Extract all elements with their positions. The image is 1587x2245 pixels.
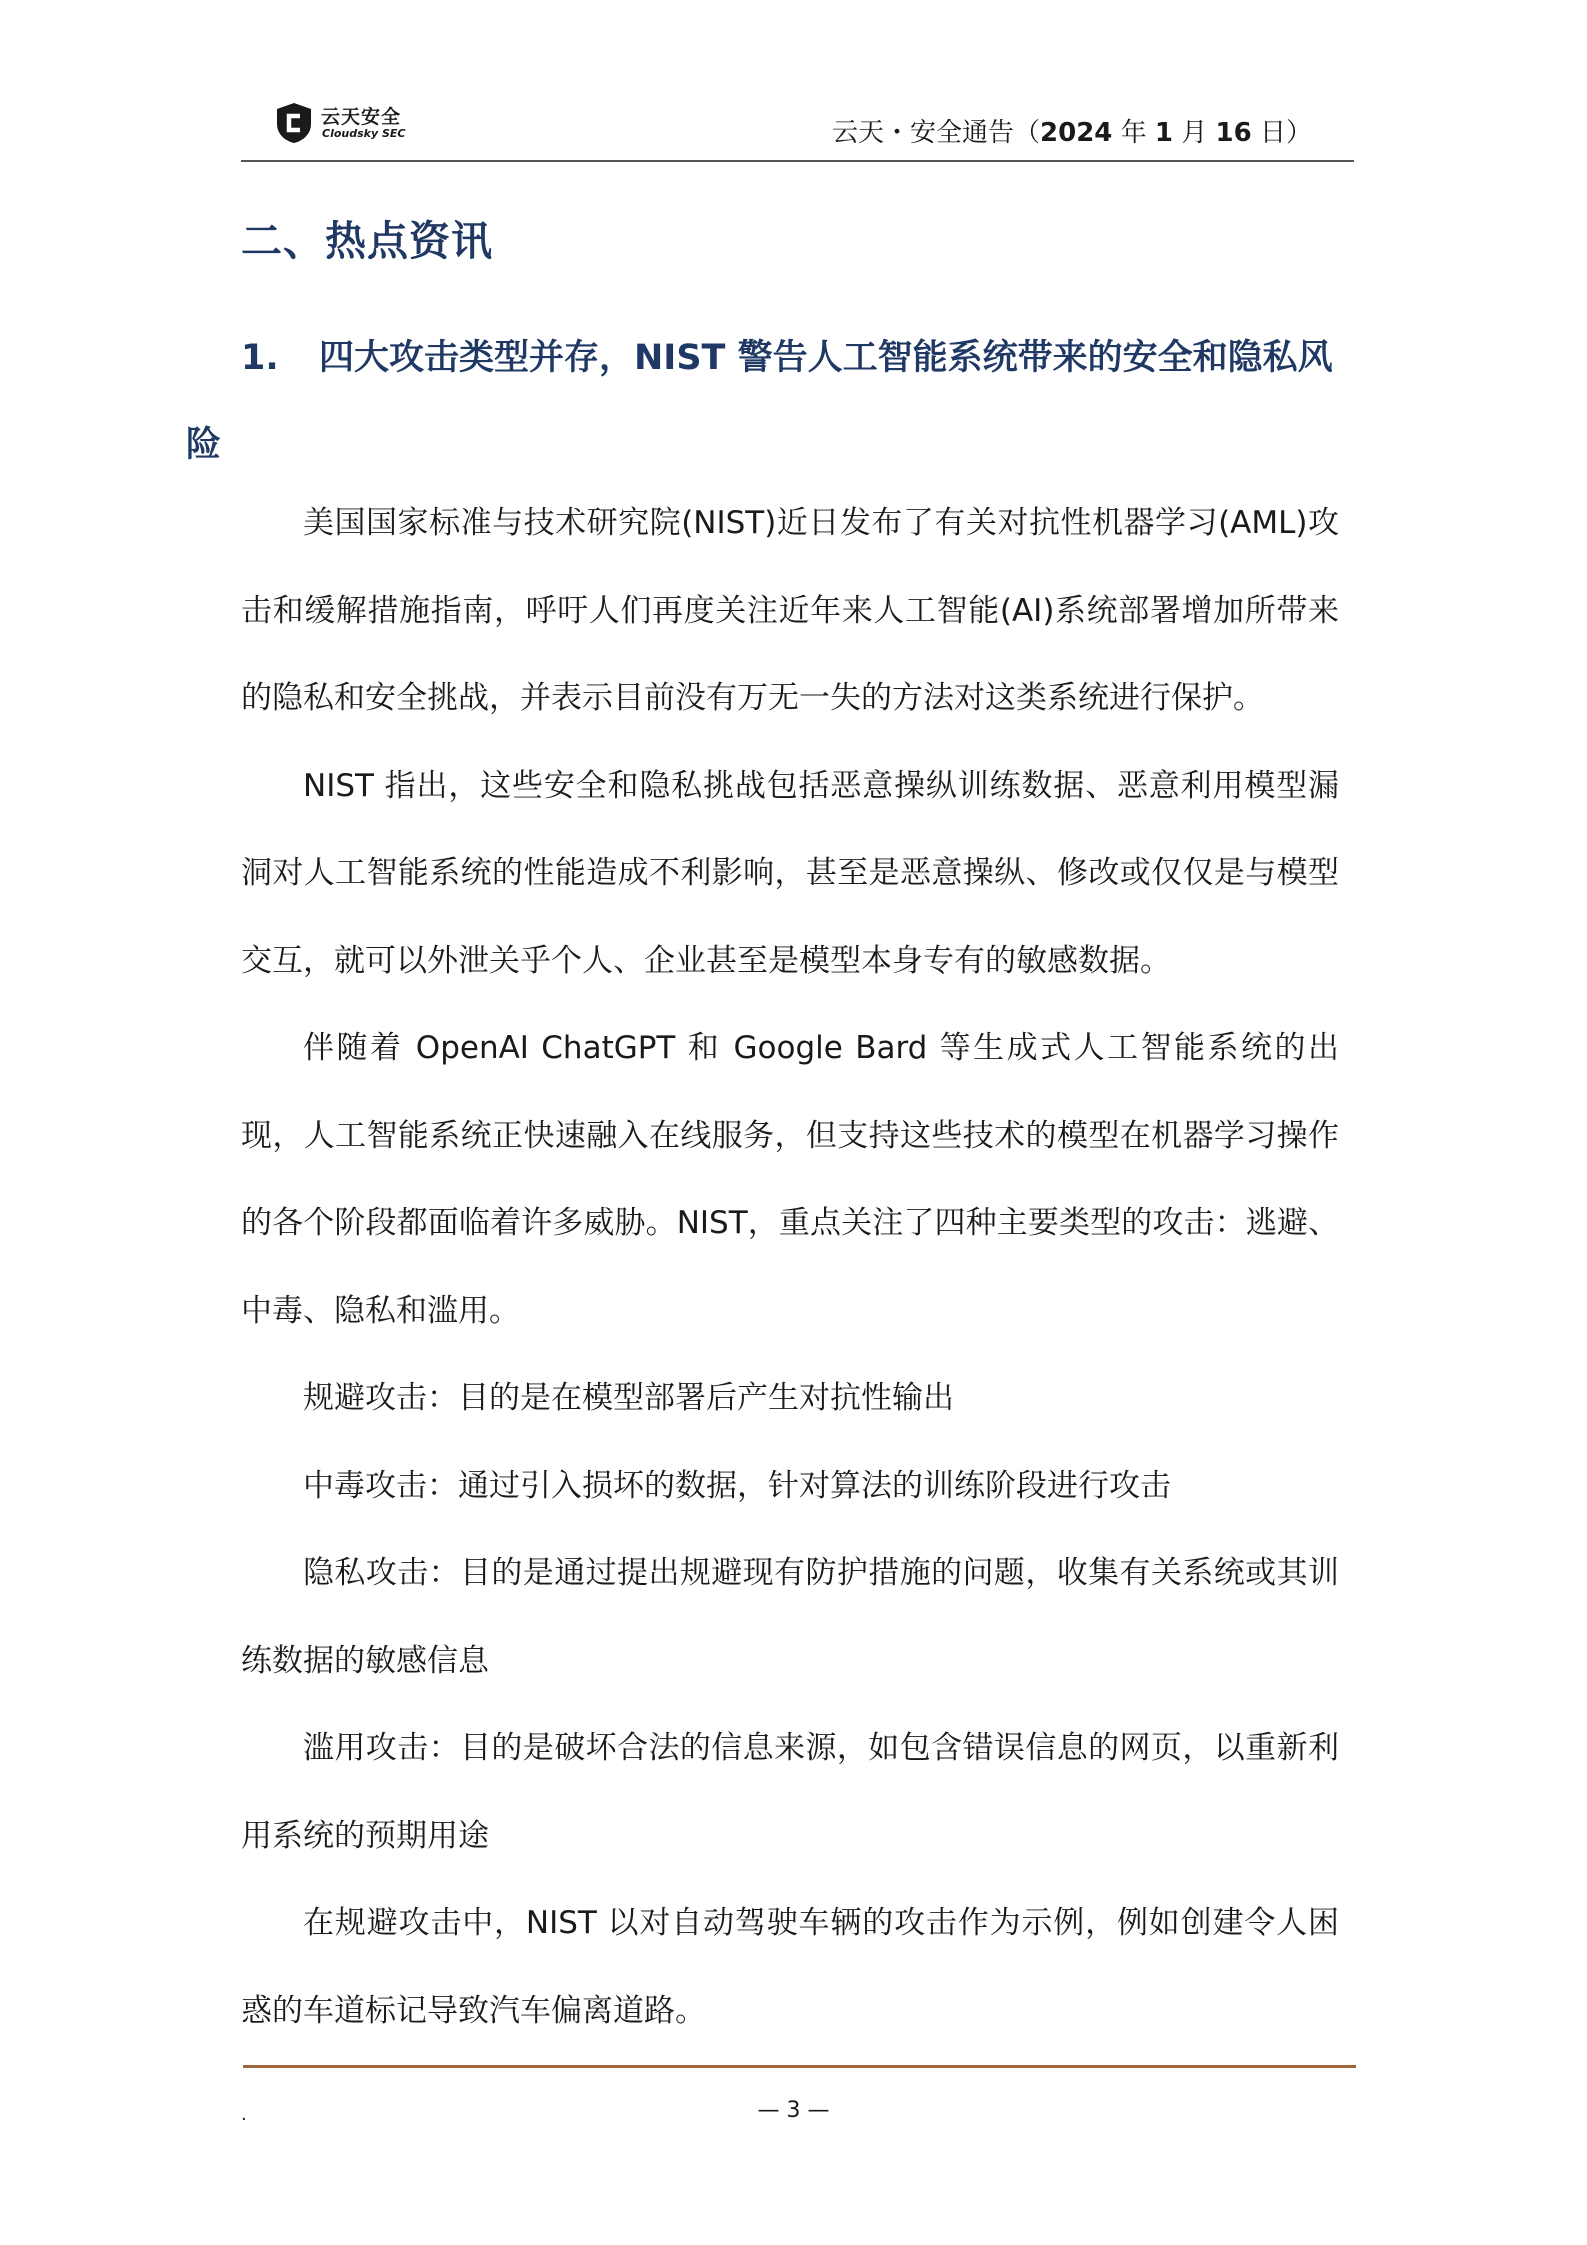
body-paragraph: 美国国家标准与技术研究院(NIST)近日发布了有关对抗性机器学习(AML)攻击和缓解措施指南，呼吁人们再度关注近年来人工智能(AI)系统部署增加所带来的隐私和安全挑战，并表示目前没有万无一失的方法对这类系统进行保护。 <box>241 505 1339 716</box>
bulletin-month: 1 <box>1154 118 1174 148</box>
body-paragraph: 伴随着 OpenAI ChatGPT 和 Google Bard 等生成式人工智能系统的出现，人工智能系统正快速融入在线服务，但支持这些技术的模型在机器学习操作的各个阶段都面临着许多威胁。NIST，重点关注了四种主要类型的攻击：逃避、中毒、隐私和滥用。 <box>241 1030 1339 1329</box>
bulletin-title-prefix: 云天・安全通告（ <box>832 118 1041 148</box>
body-paragraph: 隐私攻击：目的是通过提出规避现有防护措施的问题，收集有关系统或其训练数据的敏感信息 <box>241 1555 1339 1679</box>
body-paragraph: 规避攻击：目的是在模型部署后产生对抗性输出 <box>303 1380 954 1416</box>
company-logo <box>275 98 535 148</box>
shield-logo-icon <box>275 102 313 144</box>
body-paragraph: NIST 指出，这些安全和隐私挑战包括恶意操纵训练数据、恶意利用模型漏洞对人工智能系统的性能造成不利影响，甚至是恶意操纵、修改或仅仅是与模型交互，就可以外泄关乎个人、企业甚至是模型本身专有的敏感数据。 <box>241 767 1339 979</box>
bulletin-title <box>832 112 1312 149</box>
year-unit: 年 <box>1112 118 1155 148</box>
body-paragraph: 滥用攻击：目的是破坏合法的信息来源，如包含错误信息的网页，以重新利用系统的预期用途 <box>241 1730 1339 1854</box>
bulletin-year: 2024 <box>1040 118 1113 148</box>
day-unit: 日） <box>1251 118 1312 148</box>
body-paragraph: 中毒攻击：通过引入损坏的数据，针对算法的训练阶段进行攻击 <box>303 1467 1171 1504</box>
body-paragraph: 在规避攻击中，NIST 以对自动驾驶车辆的攻击作为示例，例如创建令人困惑的车道标记导致汽车偏离道路。 <box>241 1905 1339 2029</box>
article-title: 四大攻击类型并存，NIST 警告人工智能系统带来的安全和隐私风险 <box>186 338 1333 465</box>
section-heading: 二、热点资讯 <box>241 217 493 265</box>
article-body <box>241 480 1339 2055</box>
footer-divider <box>243 2065 1356 2068</box>
page-header <box>241 92 1354 162</box>
logo-name-cn: 云天安全 <box>321 106 402 128</box>
article-heading <box>186 315 1356 489</box>
month-unit: 月 <box>1173 118 1216 148</box>
logo-name-en: Cloudsky SEC <box>322 127 406 140</box>
footer-dot: . <box>241 2104 247 2125</box>
article-number: 1. <box>241 338 279 378</box>
bulletin-day: 16 <box>1215 118 1252 148</box>
page-number: — 3 — <box>757 2098 830 2123</box>
